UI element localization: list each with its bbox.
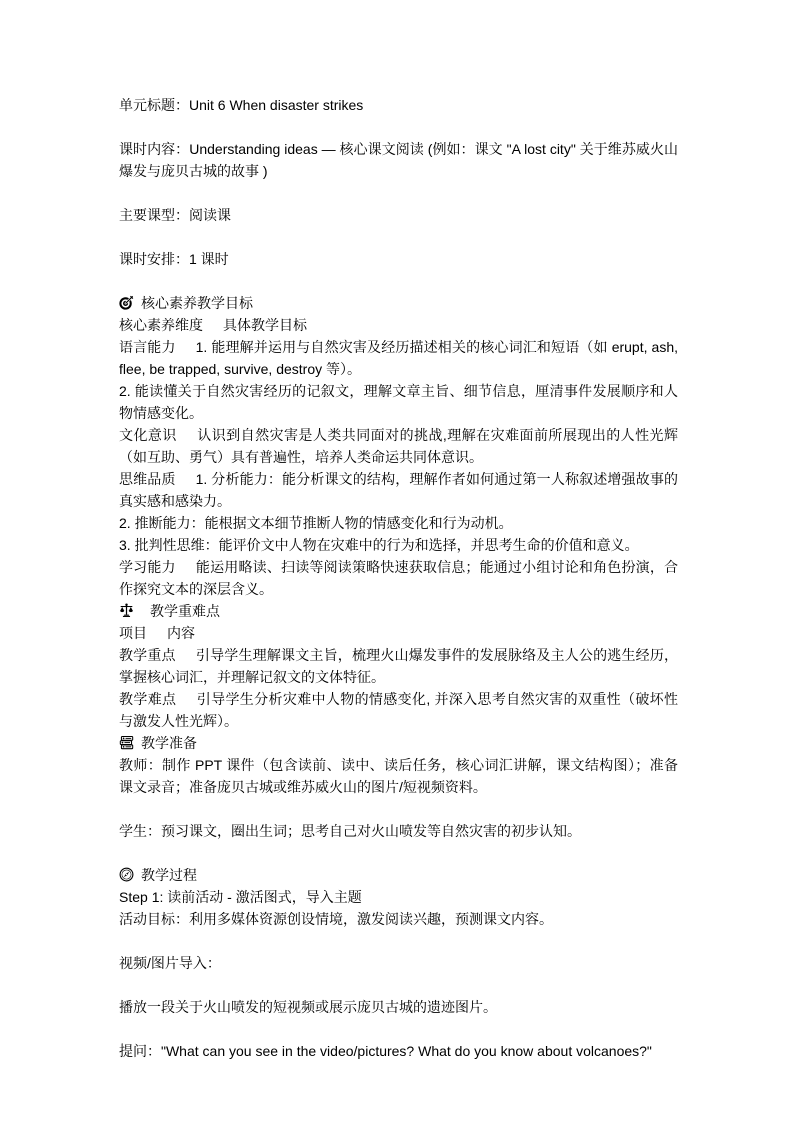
goal-text: 1. 能理解并运用与自然灾害及经历描述相关的核心词汇和短语（如 erupt, ash, flee, be trapped, survive, destroy 等）。 (119, 339, 679, 377)
media-intro-label-line: 视频/图片导入： (119, 955, 221, 971)
lesson-content-line: 课时内容：Understanding ideas — 核心课文阅读 (例如：课文 "A lost city" 关于维苏威火山爆发与庞贝古城的故事 ) (119, 141, 678, 179)
objective-row-thinking (119, 468, 678, 512)
unit-title-line: 单元标题：Unit 6 When disaster strikes (119, 97, 364, 113)
objective-row-learning (119, 556, 678, 600)
teacher-preparation-line: 教师：制作 PPT 课件（包含读前、读中、读后任务，核心词汇讲解，课文结构图）；准备课文录音；准备庞贝古城或维苏威火山的图片/短视频资料。 (119, 757, 678, 795)
question-line: 提问："What can you see in the video/pictures? What do you know about volcanoes?" (119, 1043, 652, 1059)
objective-row-language (119, 336, 678, 380)
objectives-heading (119, 292, 678, 314)
item-label: 教学难点 (119, 691, 177, 707)
target-icon (119, 295, 134, 310)
process-heading-label: 教学过程 (141, 867, 197, 883)
objective-row-culture (119, 424, 678, 468)
process-heading (119, 864, 678, 886)
dimension-label: 学习能力 (119, 559, 176, 575)
dimension-label: 语言能力 (119, 339, 176, 355)
preparation-heading-label: 教学准备 (141, 735, 197, 751)
scales-icon (119, 603, 134, 618)
item-content: 引导学生分析灾难中人物的情感变化, 并深入思考自然灾害的双重性（破坏性与激发人性光辉）。 (119, 691, 679, 729)
objective-row-thinking-goal-3: 3. 批判性思维：能评价文中人物在灾难中的行为和选择，并思考生命的价值和意义。 (119, 537, 639, 553)
lesson-type-line: 主要课型：阅读课 (119, 207, 231, 223)
preparation-heading (119, 732, 678, 754)
goal-text: 认识到自然灾害是人类共同面对的挑战,理解在灾难面前所展现出的人性光辉（如互助、勇气）具有普遍性，培养人类命运共同体意识。 (119, 427, 679, 465)
key-points-col-content: 内容 (167, 625, 195, 641)
compass-icon (119, 867, 134, 882)
objective-row-language-goal-2: 2. 能读懂关于自然灾害经历的记叙文，理解文章主旨、细节信息，厘清事件发展顺序和人物情感变化。 (119, 383, 678, 421)
objectives-heading-label: 核心素养教学目标 (141, 295, 253, 311)
goal-text: 1. 分析能力：能分析课文的结构，理解作者如何通过第一人称叙述增强故事的真实感和感染力。 (119, 471, 678, 509)
objective-row-thinking-goal-2: 2. 推断能力：能根据文本细节推断人物的情感变化和行为动机。 (119, 515, 513, 531)
step1-goal-line: 活动目标：利用多媒体资源创设情境，激发阅读兴趣，预测课文内容。 (119, 911, 553, 927)
student-preparation-line: 学生：预习课文，圈出生词；思考自己对火山喷发等自然灾害的初步认知。 (119, 823, 581, 839)
step1-title-line: Step 1: 读前活动 - 激活图式，导入主题 (119, 889, 362, 905)
media-intro-desc-line: 播放一段关于火山喷发的短视频或展示庞贝古城的遗迹图片。 (119, 999, 497, 1015)
key-points-col-item: 项目 (119, 625, 147, 641)
item-label: 教学重点 (119, 647, 176, 663)
objectives-col-goal: 具体教学目标 (223, 317, 307, 333)
objectives-table-header (119, 314, 678, 336)
schedule-line: 课时安排：1 课时 (119, 251, 229, 267)
key-points-heading-label: 教学重难点 (150, 603, 220, 619)
dimension-label: 文化意识 (119, 427, 177, 443)
key-points-heading (119, 600, 678, 622)
item-content: 引导学生理解课文主旨，梳理火山爆发事件的发展脉络及主人公的逃生经历，掌握核心词汇，并理解记叙文的文体特征。 (119, 647, 679, 685)
key-point-row-difficulty (119, 688, 678, 732)
goal-text: 能运用略读、扫读等阅读策略快速获取信息；能通过小组讨论和角色扮演，合作探究文本的深层含义。 (119, 559, 679, 597)
key-points-table-header (119, 622, 678, 644)
books-icon (119, 735, 134, 750)
objectives-col-dimension: 核心素养维度 (119, 317, 203, 333)
key-point-row-focus (119, 644, 678, 688)
dimension-label: 思维品质 (119, 471, 176, 487)
